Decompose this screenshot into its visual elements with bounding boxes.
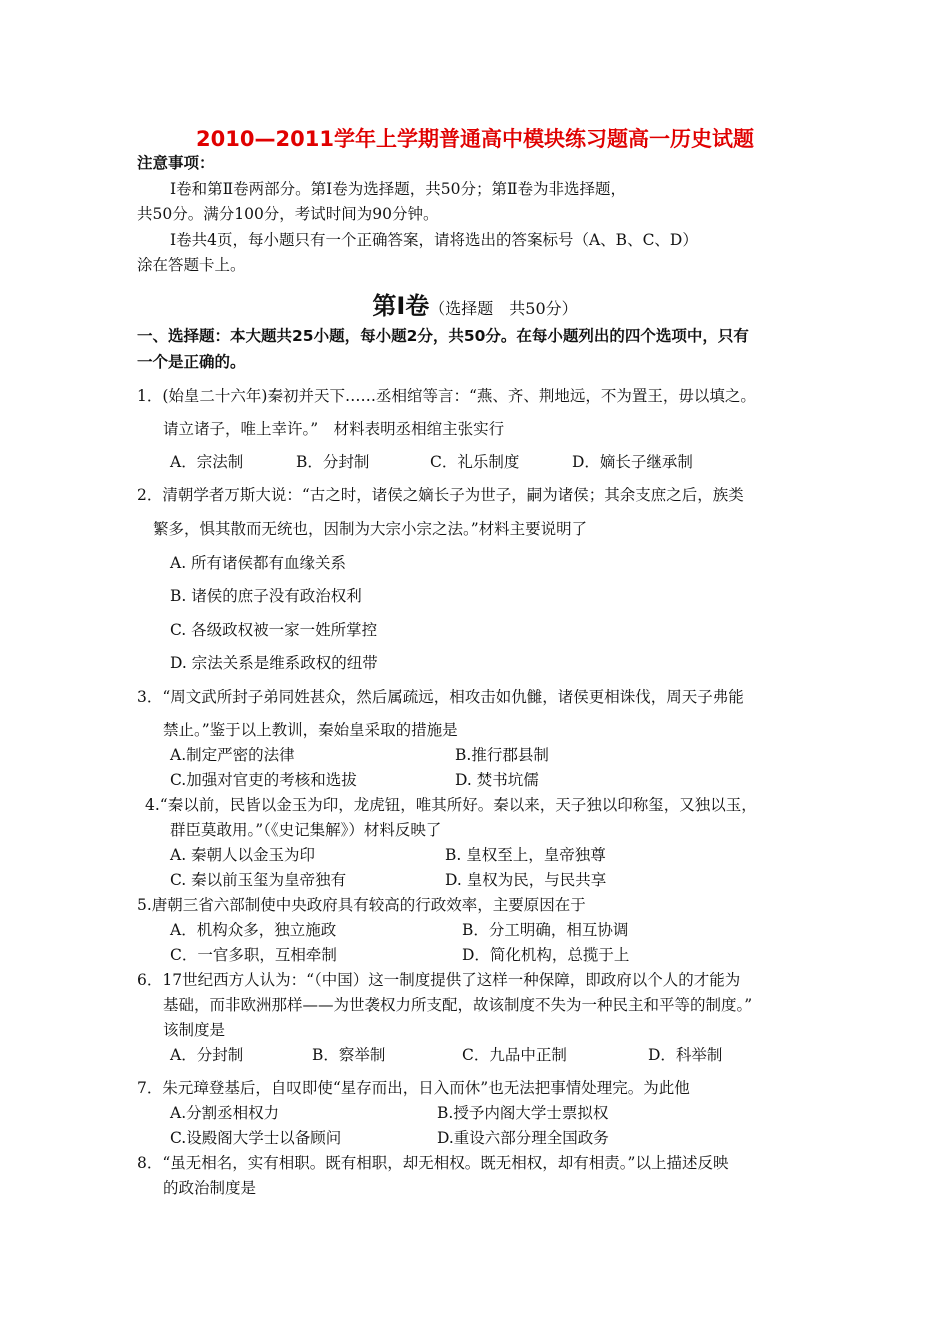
q1-stem-line-1: 1．(始皇二十六年)秦初并天下……丞相绾等言：“燕、齐、荆地远，不为置王，毋以填之。 [137, 387, 756, 405]
q7-option-a[interactable]: A.分割丞相权力 [170, 1104, 280, 1122]
q7-option-d[interactable]: D.重设六部分理全国政务 [437, 1129, 609, 1147]
q2-stem-line-2: 繁多，惧其散而无统也，因制为大宗小宗之法。”材料主要说明了 [153, 520, 588, 538]
q2-option-b[interactable]: B. 诸侯的庶子没有政治权利 [170, 587, 362, 605]
exam-title: 2010—2011学年上学期普通高中模块练习题高一历史试题 [196, 127, 754, 151]
q6-stem-line-2: 基础，而非欧洲那样——为世袭权力所支配，故该制度不失为一种民主和平等的制度。” [163, 996, 753, 1014]
q4-option-c[interactable]: C. 秦以前玉玺为皇帝独有 [170, 871, 347, 889]
q6-option-d[interactable]: D．科举制 [648, 1046, 723, 1064]
q2-stem-line-1: 2．清朝学者万斯大说：“古之时，诸侯之嫡长子为世子，嗣为诸侯；其余支庶之后，族类 [137, 486, 744, 504]
q5-option-c[interactable]: C．一官多职，互相牵制 [170, 946, 337, 964]
q3-stem-line-2: 禁止。”鉴于以上教训，秦始皇采取的措施是 [163, 721, 458, 739]
q1-option-d[interactable]: D．嫡长子继承制 [572, 453, 693, 471]
q7-stem-line-1: 7．朱元璋登基后，自叹即使“星存而出，日入而休”也无法把事情处理完。为此他 [137, 1079, 690, 1097]
q4-stem-line-1: 4.“秦以前，民皆以金玉为印，龙虎钮，唯其所好。秦以来，天子独以印称玺，又独以玉， [145, 796, 757, 814]
q3-option-b[interactable]: B.推行郡县制 [455, 746, 549, 764]
q6-stem-line-1: 6．17世纪西方人认为：“（中国）这一制度提供了这样一种保障，即政府以个人的才能为 [137, 971, 741, 989]
q1-stem-line-2: 请立诸子，唯上幸许。” 材料表明丞相绾主张实行 [163, 420, 505, 438]
section-name: 第Ⅰ卷 [372, 292, 430, 320]
notice-line-3: Ⅰ卷共4页，每小题只有一个正确答案，请将选出的答案标号（A、B、C、D） [170, 231, 698, 249]
q2-option-d[interactable]: D. 宗法关系是维系政权的纽带 [170, 654, 378, 672]
q1-option-a[interactable]: A．宗法制 [170, 453, 244, 471]
section-subtitle: （选择题 共50分） [429, 299, 578, 318]
q4-stem-line-2: 群臣莫敢用。”（《史记集解》）材料反映了 [170, 821, 442, 839]
q3-option-c[interactable]: C.加强对官吏的考核和选拔 [170, 771, 357, 789]
q3-stem-line-1: 3．“周文武所封子弟同姓甚众，然后属疏远，相攻击如仇雠，诸侯更相诛伐，周天子弗能 [137, 688, 744, 706]
q7-option-c[interactable]: C.设殿阁大学士以备顾问 [170, 1129, 342, 1147]
q8-stem-line-1: 8．“虽无相名，实有相职。既有相职，却无相权。既无相权，却有相责。”以上描述反映 [137, 1154, 729, 1172]
section-heading [0, 286, 950, 321]
q5-option-d[interactable]: D．简化机构，总揽于上 [462, 946, 630, 964]
q4-option-a[interactable]: A. 秦朝人以金玉为印 [170, 846, 316, 864]
q6-option-c[interactable]: C．九品中正制 [462, 1046, 567, 1064]
part-one-instruction-1: 一、选择题：本大题共25小题，每小题2分，共50分。在每小题列出的四个选项中，只有 [137, 327, 749, 345]
notice-heading: 注意事项： [137, 154, 215, 172]
q5-stem-line-1: 5.唐朝三省六部制使中央政府具有较高的行政效率，主要原因在于 [137, 896, 586, 914]
q1-option-b[interactable]: B．分封制 [296, 453, 370, 471]
q6-stem-line-3: 该制度是 [163, 1021, 226, 1039]
q5-option-b[interactable]: B．分工明确，相互协调 [462, 921, 629, 939]
notice-line-2: 共50分。满分100分，考试时间为90分钟。 [137, 205, 439, 223]
notice-line-4: 涂在答题卡上。 [137, 256, 246, 274]
q2-option-c[interactable]: C. 各级政权被一家一姓所掌控 [170, 621, 378, 639]
part-one-instruction-2: 一个是正确的。 [137, 353, 246, 371]
q4-option-d[interactable]: D. 皇权为民，与民共享 [445, 871, 607, 889]
q1-option-c[interactable]: C．礼乐制度 [430, 453, 520, 471]
q6-option-b[interactable]: B．察举制 [312, 1046, 386, 1064]
q3-option-d[interactable]: D. 焚书坑儒 [455, 771, 539, 789]
notice-line-1: Ⅰ卷和第Ⅱ卷两部分。第Ⅰ卷为选择题，共50分；第Ⅱ卷为非选择题， [170, 180, 627, 198]
q5-option-a[interactable]: A．机构众多，独立施政 [170, 921, 337, 939]
q6-option-a[interactable]: A．分封制 [170, 1046, 244, 1064]
q8-stem-line-2: 的政治制度是 [163, 1179, 257, 1197]
q3-option-a[interactable]: A.制定严密的法律 [170, 746, 295, 764]
q7-option-b[interactable]: B.授予内阁大学士票拟权 [437, 1104, 609, 1122]
q2-option-a[interactable]: A. 所有诸侯都有血缘关系 [170, 554, 347, 572]
q4-option-b[interactable]: B. 皇权至上，皇帝独尊 [445, 846, 606, 864]
